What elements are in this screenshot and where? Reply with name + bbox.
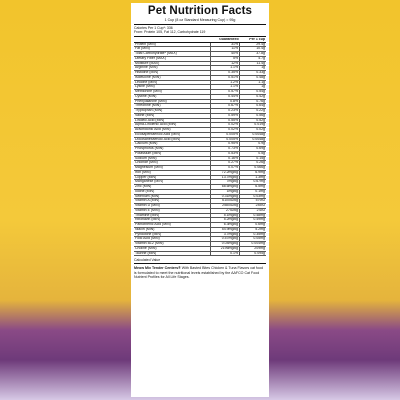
per-cup-value: 209mg (240, 246, 266, 251)
guaranteed-value: 5.2mg/kg (211, 218, 240, 223)
nutrient-name: Zinc (MIN) (134, 185, 211, 190)
per-cup-value: 0.15g (240, 156, 266, 161)
guaranteed-value: 0.44% (211, 94, 240, 99)
guaranteed-value: 1.2% (211, 80, 240, 85)
per-cup-value: 0.42g (240, 94, 266, 99)
nutrient-name: Threonine (MIN) (134, 104, 211, 109)
per-cup-value: 0.48g (240, 75, 266, 80)
guaranteed-value: 0.23% (211, 109, 240, 114)
guaranteed-value: 2196mg/kg (211, 246, 240, 251)
nutrient-name: Vitamin D (MIN) (134, 204, 211, 209)
calories-from: From: Protein 105, Fat 112, Carbohydrate 119 (134, 30, 206, 35)
nutrient-name: Niacin (MIN) (134, 227, 211, 232)
per-cup-value: 0.6mg (240, 223, 266, 228)
nutrient-name: Calcium (MIN) (134, 142, 211, 147)
nutrient-name: Phosphorus (MIN) (134, 147, 211, 152)
guaranteed-value: 0.005% (211, 137, 240, 142)
per-cup-value: 1g (240, 66, 266, 71)
guaranteed-value: 2580IU/kg (211, 204, 240, 209)
per-cup-value: 37.8g (240, 52, 266, 57)
nutrient-name: Copper (MIN) (134, 175, 211, 180)
nutrient-name: Manganese (MIN) (134, 180, 211, 185)
nutrient-name: Dietary Fiber (MAX) (134, 56, 211, 61)
nutrient-table (134, 38, 266, 257)
per-cup-value: 10.4g (240, 47, 266, 52)
nutrient-name: Alpha-Linolenic Acid (MIN) (134, 123, 211, 128)
guaranteed-value: 0.51% (211, 75, 240, 80)
guaranteed-value: 12% (211, 61, 240, 66)
guaranteed-value: 0.04mg/kg (211, 242, 240, 247)
per-cup-value: 0.76g (240, 99, 266, 104)
per-cup-value: 1g (240, 85, 266, 90)
guaranteed-value: 72.2mg/kg (211, 170, 240, 175)
per-cup-value: 0.52g (240, 118, 266, 123)
nutrient-name: Pyridoxine (MIN) (134, 232, 211, 237)
guaranteed-value: 54.9mg/kg (211, 227, 240, 232)
per-cup-value: 579IU (240, 199, 266, 204)
calories-line: Calories Per 1 Cup*: 336 (134, 26, 173, 30)
guaranteed-value: 3.7mg/kg (211, 232, 240, 237)
per-cup-value: 2.6IU (240, 208, 266, 213)
guaranteed-value: 6100IU/kg (211, 199, 240, 204)
aafco-statement (134, 266, 266, 279)
nutrient-name: Fat (MIN) (134, 47, 211, 52)
nutrient-name: Thiamine (MIN) (134, 213, 211, 218)
guaranteed-value: 0.005% (211, 132, 240, 137)
per-cup-value: 0.33g (240, 71, 266, 76)
guaranteed-value: 11% (211, 47, 240, 52)
per-cup-value: 5.2mg (240, 227, 266, 232)
guaranteed-value: 5.1mg/kg (211, 213, 240, 218)
nutrient-name: Leucine (MIN) (134, 80, 211, 85)
nutrient-name: Vitamin A (MIN) (134, 199, 211, 204)
nutrient-name: Tryptophan (MIN) (134, 109, 211, 114)
per-cup-value: 1.1g (240, 80, 266, 85)
guaranteed-value: 0.67% (211, 104, 240, 109)
guaranteed-value: 0.73% (211, 147, 240, 152)
per-cup-value: 0.35mg (240, 232, 266, 237)
per-cup-value: 0.05mg (240, 237, 266, 242)
guaranteed-value: 6.3mg/kg (211, 223, 240, 228)
nutrient-name: Pantothenic Acid (MIN) (134, 223, 211, 228)
per-cup-value: 0.49mg (240, 218, 266, 223)
guaranteed-value: 27IU/kg (211, 208, 240, 213)
per-cup-value: 245IU (240, 204, 266, 209)
nutrient-name: Docosahexaenoic Acid (MIN) (134, 137, 211, 142)
header-per-cup: Per 1 cup (240, 38, 266, 42)
nutrient-name: Chloride (MIN) (134, 161, 211, 166)
nutrient-name: Methionine (MIN) (134, 90, 211, 95)
per-cup-value: 6.9mg (240, 170, 266, 175)
aafco-text: With Basted Bites Chicken & Tuna Flavors cat food is formulated to meet the nutritional levels established by the AAFCO Cat Food Nutrient Profiles for All Life Stages. (134, 266, 264, 280)
per-cup-value: 0.56g (240, 113, 266, 118)
guaranteed-value: 0.27% (211, 161, 240, 166)
aafco-product-name: Meow Mix Tender Centers® (134, 266, 181, 271)
per-cup-value: 0.5g (240, 151, 266, 156)
per-cup-value: 0.066g (240, 166, 266, 171)
per-cup-value: 0.54g (240, 90, 266, 95)
per-cup-value: 11.4g (240, 61, 266, 66)
nutrient-name: Riboflavin (MIN) (134, 218, 211, 223)
nutrient-name: Isoleucine (MIN) (134, 75, 211, 80)
guaranteed-value: 0.16% (211, 156, 240, 161)
guaranteed-value: 13.7mg/kg (211, 175, 240, 180)
nutrient-name: Iodine (MIN) (134, 189, 211, 194)
table-row (134, 251, 266, 256)
per-cup-value: 0.26g (240, 161, 266, 166)
per-cup-value: 0.22g (240, 109, 266, 114)
nutrient-name: Arachidonic Acid (MIN) (134, 128, 211, 133)
per-cup-value: 0.004mg (240, 242, 266, 247)
guaranteed-value: 1mg/kg (211, 189, 240, 194)
nutrient-name: Linoleic Acid (MIN) (134, 118, 211, 123)
nutrient-name: Moisture (MAX) (134, 61, 211, 66)
nutrient-name: Selenium (MIN) (134, 194, 211, 199)
guaranteed-value: 7mg/kg (211, 180, 240, 185)
guaranteed-value: 1.1% (211, 66, 240, 71)
per-cup-value: 0.1mg (240, 189, 266, 194)
nutrient-name: Cystine (MIN) (134, 94, 211, 99)
nutrient-name: Valine (MIN) (134, 113, 211, 118)
nutrient-name: Choline (MIN) (134, 246, 211, 251)
nutrient-name: Arginine (MIN) (134, 66, 211, 71)
per-cup-value: 0.03mg (240, 194, 266, 199)
serving-size: 1 Cup (8 oz Standard Measuring Cup) = 95g (164, 18, 236, 22)
guaranteed-value: 0.57% (211, 90, 240, 95)
per-cup-value: 4.7g (240, 56, 266, 61)
per-cup-value: 0.9g (240, 142, 266, 147)
nutrient-name: Vitamin B12 (MIN) (134, 242, 211, 247)
per-cup-value: 0.019g (240, 123, 266, 128)
per-cup-value: 0.0048g (240, 132, 266, 137)
guaranteed-value: 0.35% (211, 71, 240, 76)
divider-thick (134, 24, 266, 25)
guaranteed-value: 40% (211, 52, 240, 57)
guaranteed-value: 0.59% (211, 113, 240, 118)
per-cup-value: 0.67mg (240, 180, 266, 185)
guaranteed-value: 0.31mg/kg (211, 194, 240, 199)
panel-title: Pet Nutrition Facts (147, 5, 253, 17)
guaranteed-value: 0.57mg/kg (211, 237, 240, 242)
nutrient-name: Vitamin E (MIN) (134, 208, 211, 213)
nutrient-name: Histidine (MIN) (134, 71, 211, 76)
per-cup-value: 0.69g (240, 147, 266, 152)
nutrient-name: Magnesium (MIN) (134, 166, 211, 171)
per-cup-value: 29.4g (240, 42, 266, 47)
nutrient-name: Eicosapentaenoic Acid (MIN) (134, 132, 211, 137)
per-cup-value: 0.095g (240, 251, 266, 256)
pet-nutrition-facts-panel (131, 3, 269, 397)
nutrient-name: Phenylalanine (MIN) (134, 99, 211, 104)
guaranteed-value: 0.95% (211, 142, 240, 147)
footnote: Calculated Value (134, 257, 266, 264)
nutrient-name: Total Carbohydrate* (MAX) (134, 52, 211, 57)
per-cup-value: 0.48mg (240, 213, 266, 218)
guaranteed-value: 0.8% (211, 99, 240, 104)
nutrient-name: Lysine (MIN) (134, 85, 211, 90)
guaranteed-value: 68.6mg/kg (211, 185, 240, 190)
per-cup-value: 0.02g (240, 128, 266, 133)
nutrient-name: Taurine (MIN) (134, 251, 211, 256)
guaranteed-value: 31% (211, 42, 240, 47)
per-cup-value: 6.5mg (240, 185, 266, 190)
nutrient-name: Sodium (MIN) (134, 156, 211, 161)
per-cup-value: 1.3mg (240, 175, 266, 180)
guaranteed-value: 0.53% (211, 151, 240, 156)
guaranteed-value: 0.07% (211, 166, 240, 171)
divider-thick (134, 36, 266, 37)
guaranteed-value: 1.1% (211, 85, 240, 90)
per-cup-value: 0.0048g (240, 137, 266, 142)
nutrient-name: Potassium (MIN) (134, 151, 211, 156)
guaranteed-value: 0.02% (211, 128, 240, 133)
nutrient-name: Iron (MIN) (134, 170, 211, 175)
guaranteed-value: 0.1% (211, 251, 240, 256)
guaranteed-value: 0.02% (211, 123, 240, 128)
nutrient-name: Folic Acid (MIN) (134, 237, 211, 242)
per-cup-value: 0.64g (240, 104, 266, 109)
guaranteed-value: 5% (211, 56, 240, 61)
header-guaranteed: Guaranteed (211, 38, 240, 42)
guaranteed-value: 0.55% (211, 118, 240, 123)
nutrient-name: Protein (MIN) (134, 42, 211, 47)
